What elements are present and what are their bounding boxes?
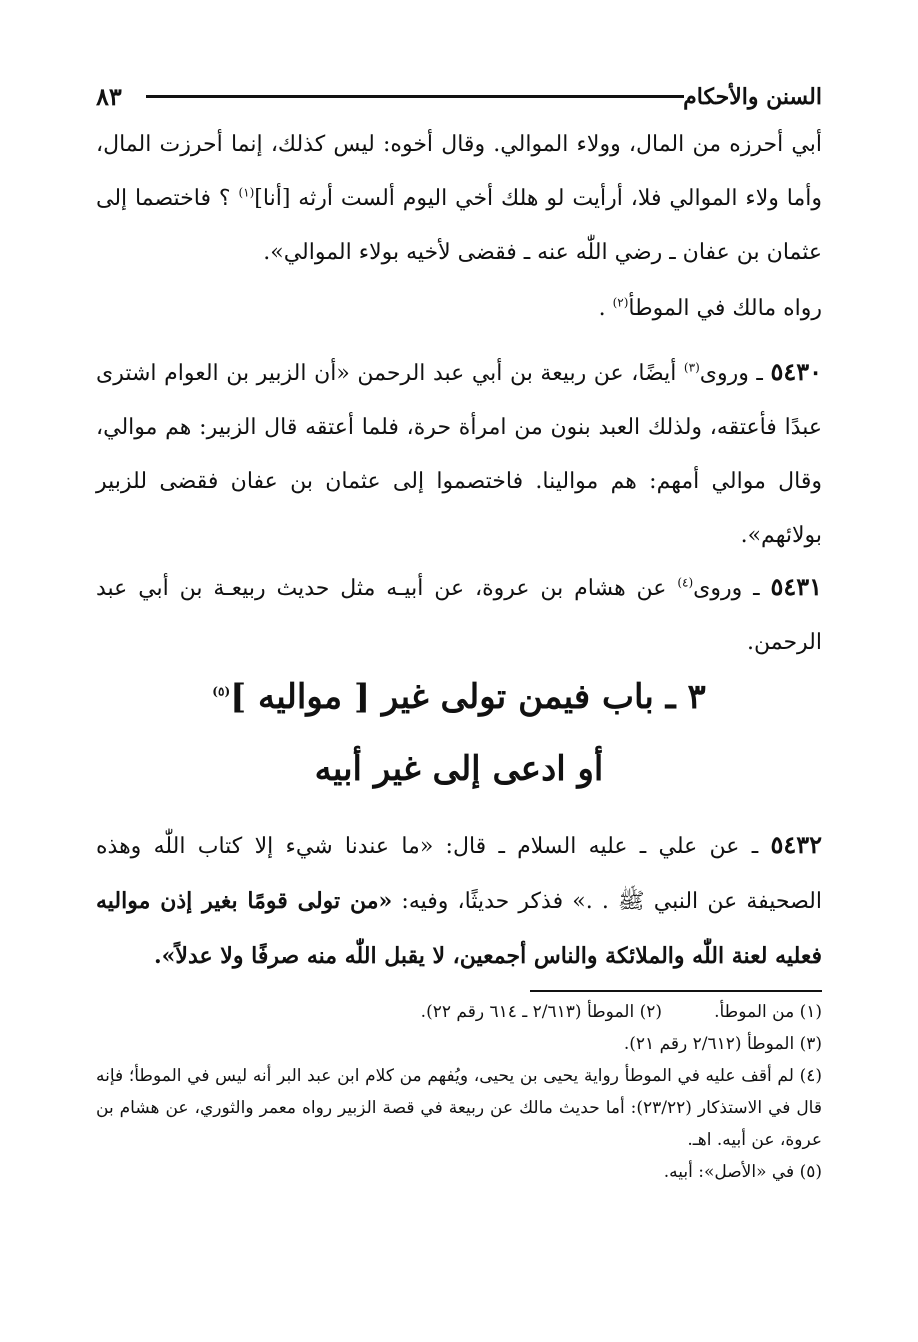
source-text: رواه مالك في الموطأ (628, 296, 822, 321)
hadith-text: ـ وروى (693, 576, 771, 601)
running-title: السنن والأحكام (683, 84, 822, 110)
header-rule (146, 95, 684, 98)
source-text-tail: . (598, 296, 613, 321)
paragraph-text-tail: ؟ فاختصما إلى عثمان بن عفان ـ رضي اللّٰه عنه ـ فقضى لأخيه بولاء الموالي». (96, 186, 822, 265)
chapter-heading (96, 668, 822, 726)
hadith-number: ٥٤٣٠ (770, 357, 822, 386)
hadith-5431 (96, 560, 822, 670)
footnote-row (96, 996, 822, 1028)
page-number: ٨٣ (96, 82, 122, 111)
hadith-text-tail: أيضًا، عن ربيعة بن أبي عبد الرحمن «أن الزبير بن العوام اشترى عبدًا فأعتقه، ولذلك العبد بنون من امرأة حرة، فلما أعتقه قال الزبير: هم موالي، وقال موالي أمهم: هم موالينا. فاختصموا إلى عثمان بن عفان فقضى للزبير بولائهم». (96, 361, 822, 548)
paragraph-text: أبي أحرزه من المال، وولاء الموالي. وقال أخوه: ليس كذلك، إنما أحرزت المال، وأما ولاء الموالي فلا، أرأيت لو هلك أخي اليوم ألست أرثه [أنا] (96, 132, 822, 211)
running-header (96, 80, 822, 114)
footnote-2: (٢) الموطأ (٢/٦١٣ ـ ٦١٤ رقم ٢٢). (420, 1002, 662, 1022)
footnote-ref: (٣) (683, 360, 700, 375)
hadith-5432 (96, 818, 822, 984)
paragraph-continuation (96, 118, 822, 280)
footnote-4: (٤) لم أقف عليه في الموطأ رواية يحيى بن يحيى، ويُفهم من كلام ابن عبد البر أنه ليس في الموطأ؛ فإنه قال في الاستذكار (٢٣/٢٢): أما حديث مالك عن ربيعة في قصة الزبير رواه معمر والثوري، عن هشام بن عروة، عن أبيه. اهـ. (96, 1066, 822, 1150)
footnote-3: (٣) الموطأ (٢/٦١٢ رقم ٢١). (623, 1034, 822, 1054)
hadith-5430 (96, 345, 822, 563)
paragraph-source (96, 282, 822, 336)
chapter-heading-second (96, 740, 822, 798)
hadith-text: ـ عن علي ـ عليه السلام ـ قال: «ما عندنا شيء إلا كتاب اللّٰه وهذه الصحيفة عن النبي ﷺ . .» فذكر حديثًا، وفيه: (96, 834, 822, 914)
footnote-ref: (٥) (212, 684, 231, 699)
footnote-rule (530, 990, 822, 992)
chapter-heading-line2: أو ادعى إلى غير أبيه (314, 749, 604, 789)
footnote-ref: (١) (238, 185, 255, 200)
hadith-quote: «من تولى قومًا بغير إذن مواليه فعليه لعنة اللّٰه والملائكة والناس أجمعين، لا يقبل اللّٰه منه صرفًا ولا عدلاً». (96, 888, 822, 969)
footnote-ref: (٤) (677, 575, 694, 590)
chapter-heading-line1: ٣ ـ باب فيمن تولى غير [ مواليه ] (230, 677, 706, 717)
hadith-number: ٥٤٣٢ (770, 830, 822, 859)
footnote-1: (١) من الموطأ. (714, 1002, 822, 1022)
footnote-5: (٥) في «الأصل»: أبيه. (663, 1162, 822, 1182)
hadith-text-tail: عن هشام بن عروة، عن أبيـه مثل حديث ربيعـة بن أبي عبد الرحمن. (96, 576, 822, 655)
hadith-text: ـ وروى (699, 361, 771, 386)
footnotes (96, 996, 822, 1188)
footnote-ref: (٢) (612, 295, 629, 310)
hadith-number: ٥٤٣١ (770, 572, 822, 601)
